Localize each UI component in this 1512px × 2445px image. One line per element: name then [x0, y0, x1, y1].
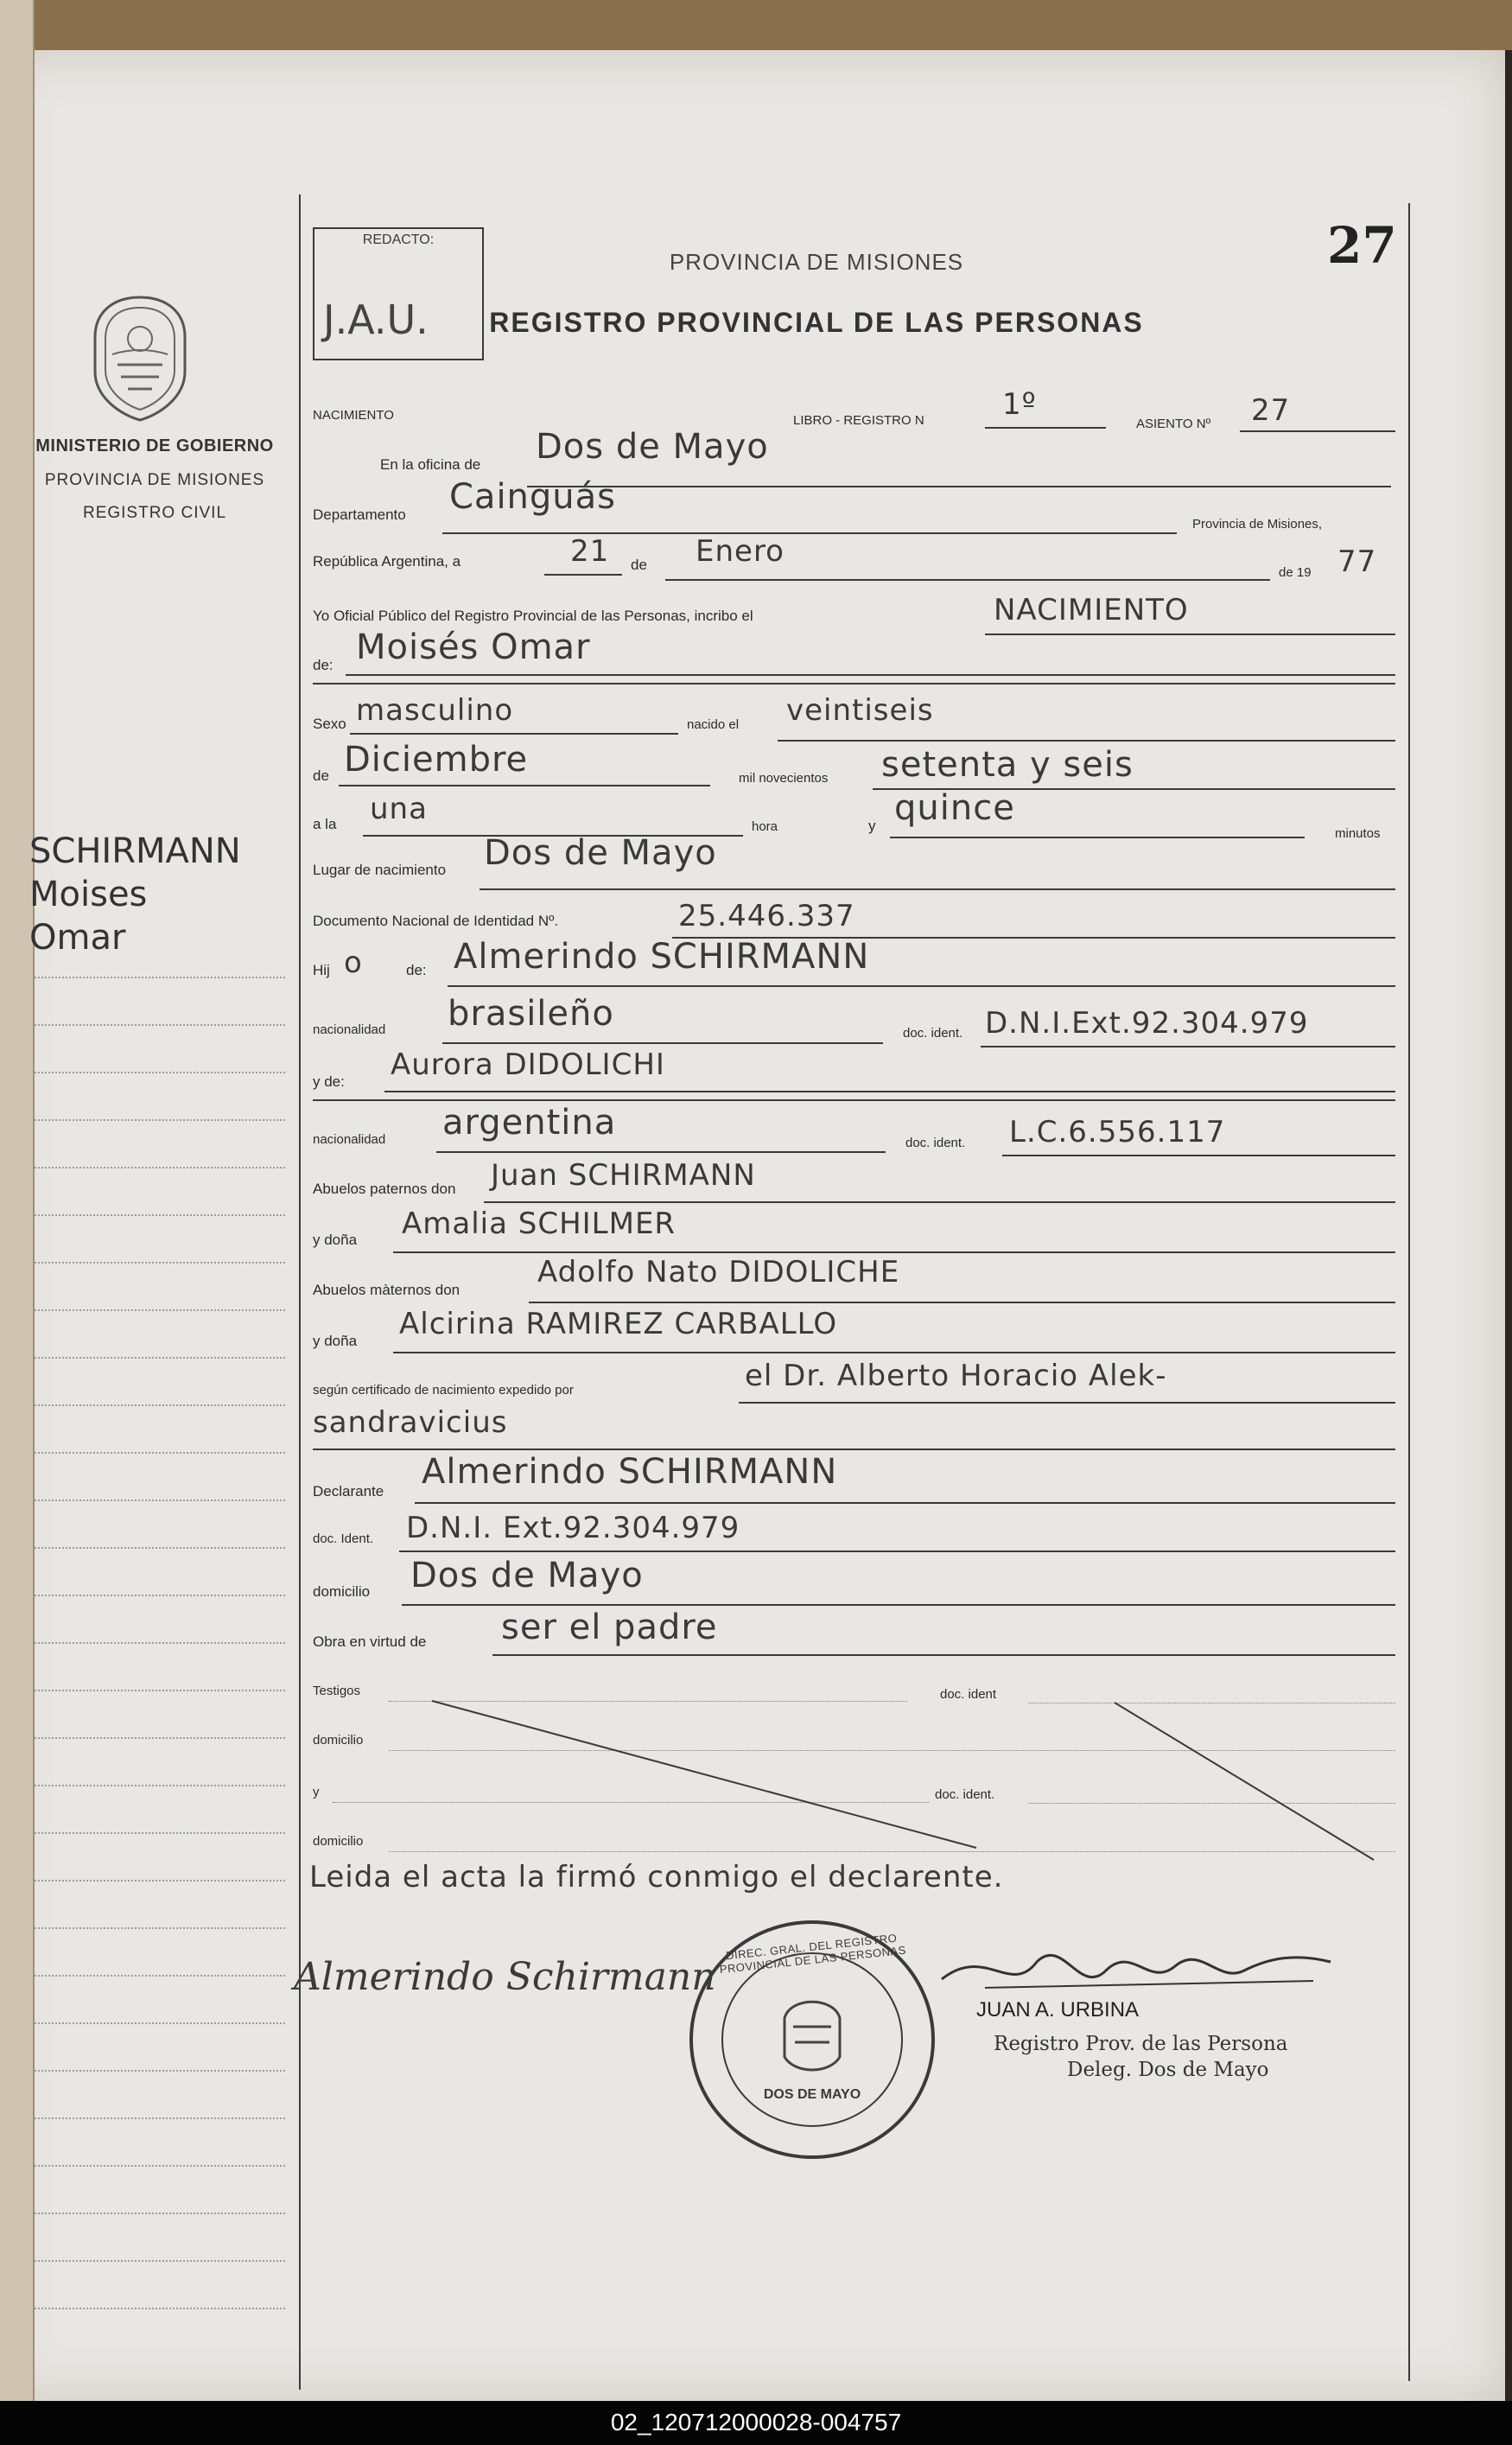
acta-type-value: NACIMIENTO [994, 593, 1189, 627]
madre-name-value: Aurora DIDOLICHI [391, 1047, 665, 1082]
obra-value: ser el padre [501, 1608, 718, 1647]
declarante-signature: Almerindo Schirmann [294, 1955, 716, 1999]
official-title-line2: Deleg. Dos de Mayo [1067, 2059, 1269, 2081]
provincia-suffix: Provincia de Misiones, [1192, 517, 1323, 532]
seal-inner-text: DOS DE MAYO [763, 2087, 861, 2102]
abuelo-paterno-value: Juan SCHIRMANN [491, 1158, 756, 1193]
padre-de-label: de: [406, 962, 427, 978]
certificado-value-line1: el Dr. Alberto Horacio Alek- [745, 1359, 1167, 1393]
stub-surname: SCHIRMANN [29, 831, 241, 871]
nacimiento-label: NACIMIENTO [313, 408, 394, 423]
nacido-year-value: setenta y seis [881, 745, 1134, 785]
domicilio-label: domicilio [313, 1583, 371, 1600]
lugar-label: Lugar de nacimiento [313, 862, 447, 878]
official-signature [933, 1936, 1339, 2005]
dni-label: Documento Nacional de Identidad Nº. [313, 913, 559, 929]
madre-doc-label: doc. ident. [905, 1136, 966, 1150]
official-name: JUAN A. URBINA [976, 1998, 1140, 2022]
name-de-label: de: [313, 657, 334, 673]
sexo-label: Sexo [313, 716, 346, 732]
testigo1-doc-label: doc. ident [940, 1687, 997, 1702]
book-edge-top [0, 0, 1512, 50]
declarante-doc-value: D.N.I. Ext.92.304.979 [406, 1511, 740, 1545]
divider-line [299, 194, 301, 2390]
year-value: 77 [1337, 544, 1377, 579]
seal-ring-text: DIREC. GRAL. DEL REGISTRO PROVINCIAL DE LAS PERSONAS [719, 1931, 907, 1977]
padre-nacionalidad-value: brasileño [448, 994, 614, 1034]
testigos-label: Testigos [313, 1684, 361, 1698]
abuelos-maternos-label: Abuelos màternos don [313, 1282, 461, 1298]
declarante-label: Declarante [313, 1483, 384, 1499]
obra-label: Obra en virtud de [313, 1633, 427, 1650]
closing-statement: Leida el acta la firmó conmigo el declarente. [309, 1860, 1004, 1894]
madre-doc-value: L.C.6.556.117 [1009, 1115, 1226, 1149]
testigo2-doc-label: doc. ident. [935, 1787, 995, 1802]
padre-doc-value: D.N.I.Ext.92.304.979 [985, 1006, 1309, 1041]
abuela-paterna-value: Amalia SCHILMER [402, 1207, 677, 1241]
declarante-doc-label: doc. Ident. [313, 1531, 374, 1546]
day-value: 21 [570, 534, 610, 569]
oficial-text: Yo Oficial Público del Registro Provincial de las Personas, incribo el [313, 608, 753, 624]
province-title: PROVINCIA DE MISIONES [669, 249, 964, 275]
certificado-value-line2: sandravicius [313, 1405, 508, 1440]
book-edge-left [0, 0, 35, 2445]
right-border-line [1408, 203, 1410, 2381]
abuela-paterna-label: y doña [313, 1232, 358, 1248]
testigo2-domicilio-label: domicilio [313, 1834, 364, 1849]
certificado-label: según certificado de nacimiento expedido por [313, 1383, 574, 1398]
oficina-value: Dos de Mayo [536, 427, 769, 467]
asiento-value: 27 [1251, 393, 1291, 428]
padre-nacionalidad-label: nacionalidad [313, 1022, 386, 1037]
month-value: Enero [696, 534, 785, 569]
official-title-line1: Registro Prov. de las Persona [994, 2033, 1288, 2055]
nacido-month-value: Diciembre [344, 740, 529, 780]
stub-first-name: Moises [29, 875, 148, 914]
stub-province: PROVINCIA DE MISIONES [44, 471, 265, 489]
sexo-value: masculino [356, 693, 514, 728]
de19-label: de 19 [1279, 565, 1312, 580]
hijo-suffix-value: o [344, 946, 363, 980]
de-label: de [631, 557, 647, 573]
y-label: y [868, 818, 876, 834]
testigo1-domicilio-label: domicilio [313, 1733, 364, 1748]
abuela-materna-value: Alcirina RAMIREZ CARBALLO [399, 1307, 838, 1341]
domicilio-value: Dos de Mayo [410, 1556, 644, 1595]
nacido-day-value: veintiseis [786, 693, 934, 728]
lugar-value: Dos de Mayo [484, 833, 717, 873]
dni-value: 25.446.337 [678, 899, 855, 933]
minutos-value: quince [894, 788, 1015, 828]
stub-registry: REGISTRO CIVIL [82, 504, 227, 522]
page-number: 27 [1327, 216, 1397, 275]
de-month-label: de [313, 767, 329, 784]
declarante-value: Almerindo SCHIRMANN [422, 1452, 838, 1492]
nacido-label: nacido el [687, 717, 740, 732]
redacto-label: REDACTO: [362, 232, 435, 247]
libro-label: LIBRO - REGISTRO N [793, 413, 924, 428]
departamento-value: Cainguás [449, 477, 616, 517]
hora-value: una [370, 792, 428, 826]
asiento-label: ASIENTO Nº [1136, 417, 1211, 431]
madre-y-de-label: y de: [313, 1073, 345, 1090]
hora-label: hora [752, 819, 778, 834]
madre-nacionalidad-value: argentina [442, 1103, 617, 1143]
padre-doc-label: doc. ident. [903, 1026, 963, 1041]
minutos-label: minutos [1335, 826, 1381, 841]
cancellation-strokes [415, 1694, 1391, 1867]
republica-label: República Argentina, a [313, 553, 461, 570]
registry-title: REGISTRO PROVINCIAL DE LAS PERSONAS [489, 307, 1144, 338]
departamento-label: Departamento [313, 506, 406, 523]
hijo-label: Hij [313, 962, 330, 978]
child-name-value: Moisés Omar [356, 627, 591, 667]
a-la-label: a la [313, 816, 337, 832]
padre-name-value: Almerindo SCHIRMANN [454, 937, 870, 977]
madre-nacionalidad-label: nacionalidad [313, 1132, 386, 1147]
image-id-caption: 02_120712000028-004757 [610, 2409, 902, 2435]
abuelos-paternos-label: Abuelos paternos don [313, 1181, 456, 1197]
mil-label: mil novecientos [739, 771, 829, 786]
stub-middle-name: Omar [29, 918, 126, 958]
oficina-label: En la oficina de [380, 456, 481, 473]
stub-ministry: MINISTERIO DE GOBIERNO [35, 436, 274, 455]
libro-value: 1º [1002, 387, 1037, 422]
abuelo-materno-value: Adolfo Nato DIDOLICHE [537, 1255, 900, 1289]
abuela-materna-label: y doña [313, 1333, 358, 1349]
redacto-initials: J.A.U. [323, 296, 429, 343]
testigo2-y-label: y [313, 1785, 320, 1799]
redacto-box [313, 227, 484, 360]
